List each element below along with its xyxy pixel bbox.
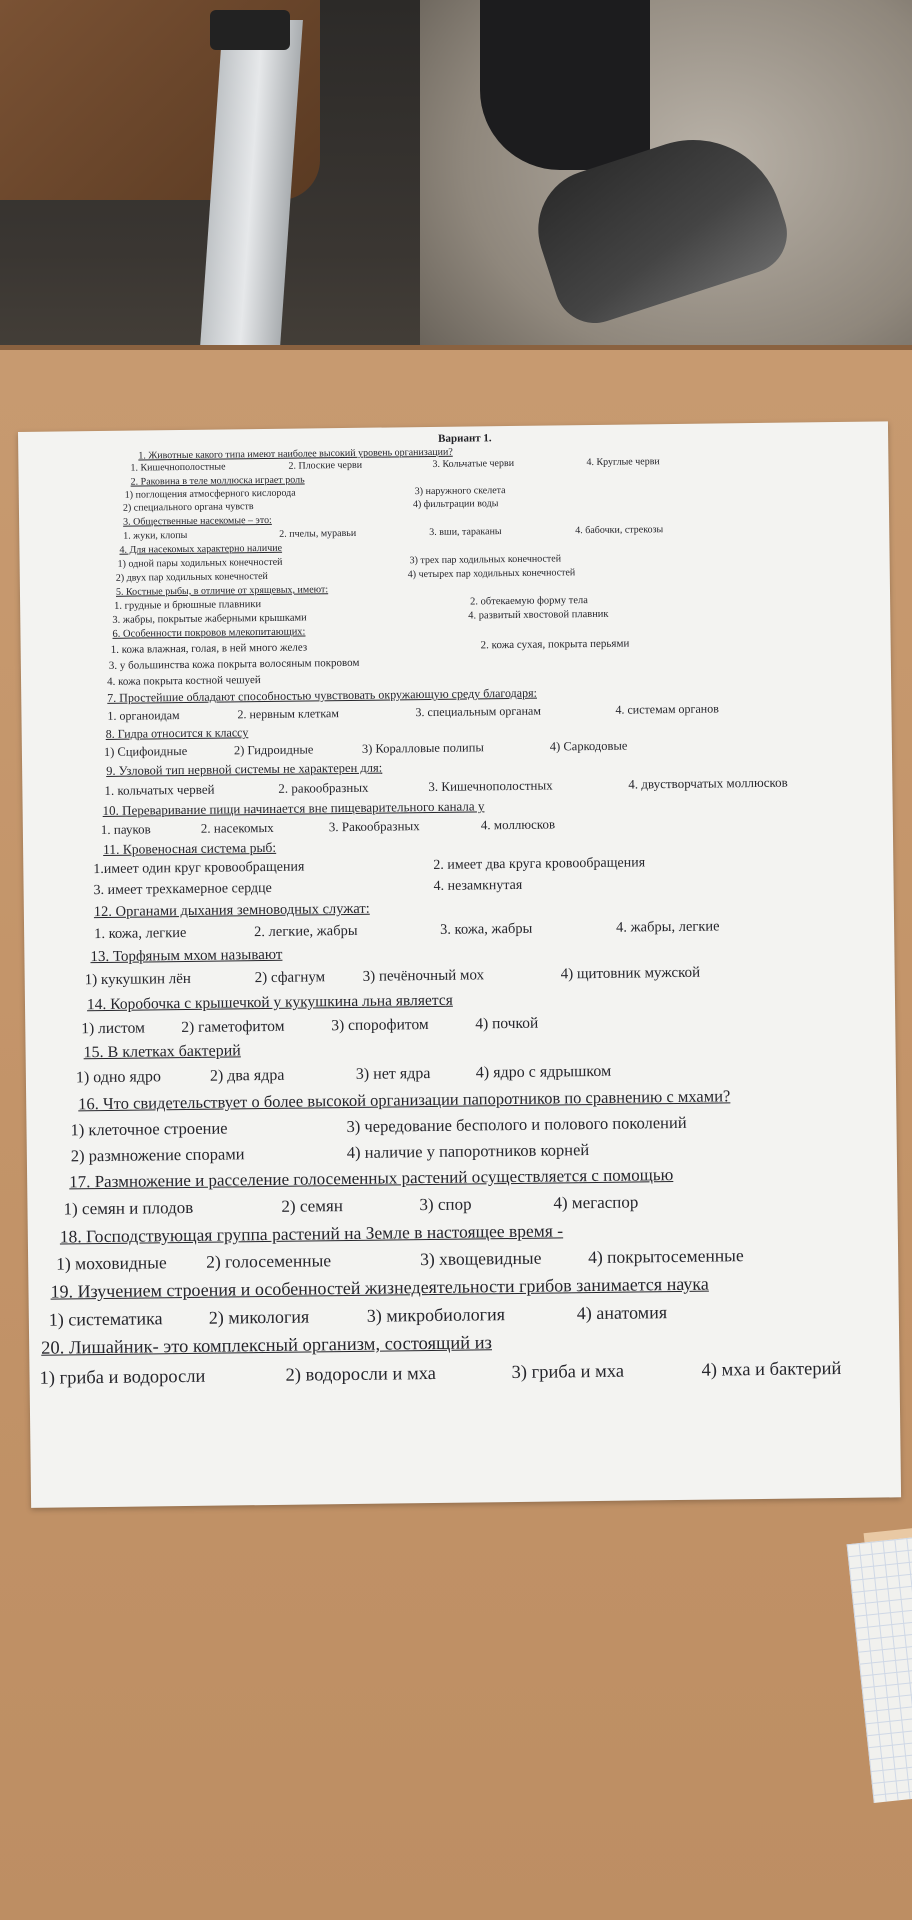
answers-18: 1) моховидные 2) голосеменные 3) хвощевидные 4) покрытосеменные <box>56 1245 744 1274</box>
question-18: 18. Господствующая группа растений на Земле в настоящее время - <box>59 1220 564 1247</box>
question-16: 16. Что свидетельствует о более высокой организации папоротников по сравнению с мхами? <box>78 1086 731 1114</box>
answers-14: 1) листом 2) гаметофитом 3) спорофитом 4) почкой <box>81 1014 539 1038</box>
answers-8: 1) Сцифоидные 2) Гидроидные 3) Коралловые полипы 4) Саркодовые <box>103 738 628 759</box>
answers-20: 1) гриба и водоросли 2) водоросли и мха 3) гриба и мха 4) мха и бактерий <box>39 1359 842 1389</box>
answers-6a: 1. кожа влажная, голая, в ней много желез 2. кожа сухая, покрыта перьями <box>110 637 630 656</box>
page-title: Вариант 1. <box>438 432 492 445</box>
answers-12: 1. кожа, легкие 2. легкие, жабры 3. кожа, жабры 4. жабры, легкие <box>94 918 720 943</box>
question-6: 6. Особенности покровов млекопитающих: <box>112 626 306 640</box>
question-2: 2. Раковина в теле моллюска играет роль <box>130 474 305 488</box>
answers-2a: 1) поглощения атмосферного кислорода 3) наружного скелета <box>124 485 506 501</box>
answers-15: 1) одно ядро 2) два ядра 3) нет ядра 4) ядро с ядрышком <box>75 1062 612 1087</box>
question-3: 3. Общественные насекомые – это: <box>123 514 272 528</box>
question-11: 11. Кровеносная система рыб: <box>103 839 277 857</box>
question-8: 8. Гидра относится к классу <box>105 725 249 741</box>
answers-5a: 1. грудные и брюшные плавники 2. обтекаемую форму тела <box>114 595 588 612</box>
answers-17: 1) семян и плодов 2) семян 3) спор 4) мегаспор <box>63 1192 639 1219</box>
answers-4a: 1) одной пары ходильных конечностей 3) трех пар ходильных конечностей <box>117 553 562 570</box>
answers-3: 1. жуки, клопы 2. пчелы, муравьи 3. вши, тараканы 4. бабочки, стрекозы <box>123 524 664 542</box>
question-17: 17. Размножение и расселение голосеменных растений осуществляется с помощью <box>69 1165 674 1192</box>
answers-16b: 2) размножение спорами 4) наличие у папоротников корней <box>70 1140 590 1166</box>
question-7: 7. Простейшие обладают способностью чувствовать окружающую среду благодаря: <box>107 685 538 705</box>
test-sheet <box>18 421 901 1508</box>
answers-19: 1) систематика 2) микология 3) микробиология 4) анатомия <box>48 1302 668 1330</box>
chair-leg-cap <box>210 10 290 50</box>
answers-2b: 2) специального органа чувств 4) фильтрации воды <box>122 498 499 514</box>
question-9: 9. Узловой тип нервной системы не характерен для: <box>106 760 383 778</box>
answers-10: 1. пауков 2. насекомых 3. Ракообразных 4. моллюсков <box>100 816 556 838</box>
answers-6c: 4. кожа покрыта костной чешуей <box>106 674 261 688</box>
question-10: 10. Переваривание пищи начинается вне пищеварительного канала у <box>102 798 485 818</box>
answers-5b: 3. жабры, покрытые жаберными крышками 4. развитый хвостовой плавник <box>112 608 609 626</box>
answers-13: 1) кукушкин лён 2) сфагнум 3) печёночный мох 4) щитовник мужской <box>84 964 701 989</box>
question-1: 1. Животные какого типа имеют наиболее высокий уровень организации? <box>138 446 453 462</box>
question-13: 13. Торфяным мхом называют <box>90 946 283 966</box>
question-12: 12. Органами дыхания земноводных служат: <box>93 900 370 921</box>
answers-11b: 3. имеет трехкамерное сердце 4. незамкнутая <box>93 877 523 899</box>
answers-9: 1. кольчатых червей 2. ракообразных 3. Кишечнополостных 4. двустворчатых моллюсков <box>104 774 788 798</box>
answers-4b: 2) двух пар ходильных конечностей 4) четырех пар ходильных конечностей <box>115 567 576 584</box>
answers-6b: 3. у большинства кожа покрыта волосяным покровом <box>108 656 360 672</box>
question-15: 15. В клетках бактерий <box>83 1042 241 1062</box>
question-14: 14. Коробочка с крышечкой у кукушкина льна является <box>86 991 453 1014</box>
answers-11a: 1.имеет один круг кровообращения 2. имеет два круга кровообращения <box>93 855 646 878</box>
person-leg <box>480 0 650 170</box>
question-5: 5. Костные рыбы, в отличие от хрящевых, имеют: <box>115 584 329 598</box>
answers-1: 1. Кишечнополостные 2. Плоские черви 3. Кольчатые черви 4. Круглые черви <box>130 456 660 474</box>
question-20: 20. Лишайник- это комплексный организм, состоящий из <box>41 1333 493 1359</box>
answers-16a: 1) клеточное строение 3) чередование бесполого и полового поколений <box>70 1112 687 1140</box>
question-4: 4. Для насекомых характерно наличие <box>119 542 283 556</box>
question-19: 19. Изучением строения и особенностей жизнедеятельности грибов занимается наука <box>50 1273 709 1302</box>
answers-7: 1. органоидам 2. нервным клеткам 3. специальным органам 4. системам органов <box>107 701 719 723</box>
